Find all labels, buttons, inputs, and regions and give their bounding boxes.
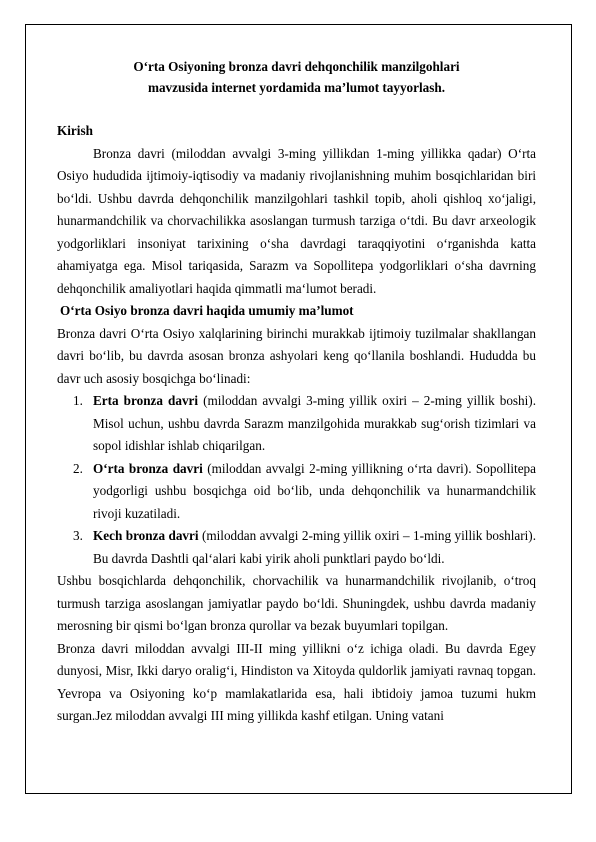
bronze-age-paragraph: Bronza davri miloddan avvalgi III-II ming yillikni o‘z ichiga oladi. Bu davrda Egey dunyosi, Misr, Ikki daryo oralig‘i, Hindiston va Xitoyda quldorlik jamiyati ravnaq topgan. Yevropa va Osiyoning ko‘p mamlakatlarida esa, hali ibtidoiy jamoa tuzumi hukm surgan.Jez miloddan avvalgi III ming yillikda kashf etilgan. Uning vatani bbox=[57, 640, 536, 723]
document-title bbox=[57, 56, 536, 98]
stage-description: (miloddan avvalgi 2-ming yillik oxiri – 1-ming yillik boshlari). Bu davrda Dashtli qal‘alari kabi yirik aholi punktlari paydo bo‘ldi. bbox=[93, 528, 536, 566]
list-item bbox=[57, 390, 536, 458]
intro-heading: Kirish bbox=[57, 123, 93, 138]
after-list-paragraph: Ushbu bosqichlarda dehqonchilik, chorvachilik va hunarmandchilik rivojlanib, o‘troq turmush tarziga asoslangan jamiyatlar paydo bo‘ldi. Shuningdek, ushbu davrda madaniy merosning bir qismi bo‘lgan bronza qurollar va bezak buyumlari topilgan. bbox=[57, 573, 536, 633]
title-line-2: mavzusida internet yordamida ma’lumot tayyorlash. bbox=[147, 80, 446, 95]
stage-name: Erta bronza davri bbox=[93, 393, 199, 408]
list-number: 1. bbox=[73, 393, 83, 408]
list-item bbox=[57, 525, 536, 570]
stages-list bbox=[57, 390, 536, 570]
intro-paragraph: Bronza davri (miloddan avvalgi 3-ming yillikdan 1-ming yillikka qadar) O‘rta Osiyo hududida ijtimoiy-iqtisodiy va madaniy rivojlanishning muhim bosqichlaridan biri bo‘ldi. Ushbu davrda dehqonchilik manzilgohlari tashkil topib, aholi qishloq xo‘jaligi, hunarmandchilik va chorvachilikka asoslangan turmush tarziga o‘tdi. Bu davr arxeologik yodgorliklari insoniyat tarixining o‘sha davrdagi taraqqiyotini o‘rganishda katta ahamiyatga ega. Misol tariqasida, Sarazm va Sopollitepa yodgorliklari o‘sha davrning dehqonchilik amaliyotlari haqida qimmatli ma‘lumot beradi. bbox=[57, 145, 536, 296]
title-line-1: O‘rta Osiyoning bronza davri dehqonchilik manzilgohlari bbox=[133, 59, 460, 74]
stage-name: O‘rta bronza davri bbox=[93, 460, 203, 476]
overview-heading: O‘rta Osiyo bronza davri haqida umumiy ma’lumot bbox=[60, 303, 354, 318]
stage-description: (miloddan avvalgi 2-ming yillikning o‘rta davri). Sopollitepa yodgorligi ushbu bosqichga oid bo‘lib, unda dehqonchilik va hunarmandchilik rivoji kuzatiladi. bbox=[93, 460, 537, 521]
list-number: 2. bbox=[73, 460, 83, 476]
list-number: 3. bbox=[73, 528, 83, 543]
overview-paragraph: Bronza davri O‘rta Osiyo xalqlarining birinchi murakkab ijtimoiy tuzilmalar shakllangan davri bo‘lib, bu davrda asosan bronza ashyolari keng qo‘llanila boshlandi. Hududda bu davr uch asosiy bosqichga bo‘linadi: bbox=[57, 325, 536, 386]
list-item bbox=[57, 458, 536, 526]
stage-name: Kech bronza davri bbox=[93, 528, 199, 543]
stage-description: (miloddan avvalgi 3-ming yillik oxiri – 2-ming yillik boshi). Misol uchun, ushbu davrda Sarazm manzilgohida murakkab sug‘orish tizimlari va sopol idishlar ishlab chiqarilgan. bbox=[93, 393, 536, 453]
document-body bbox=[57, 56, 536, 728]
